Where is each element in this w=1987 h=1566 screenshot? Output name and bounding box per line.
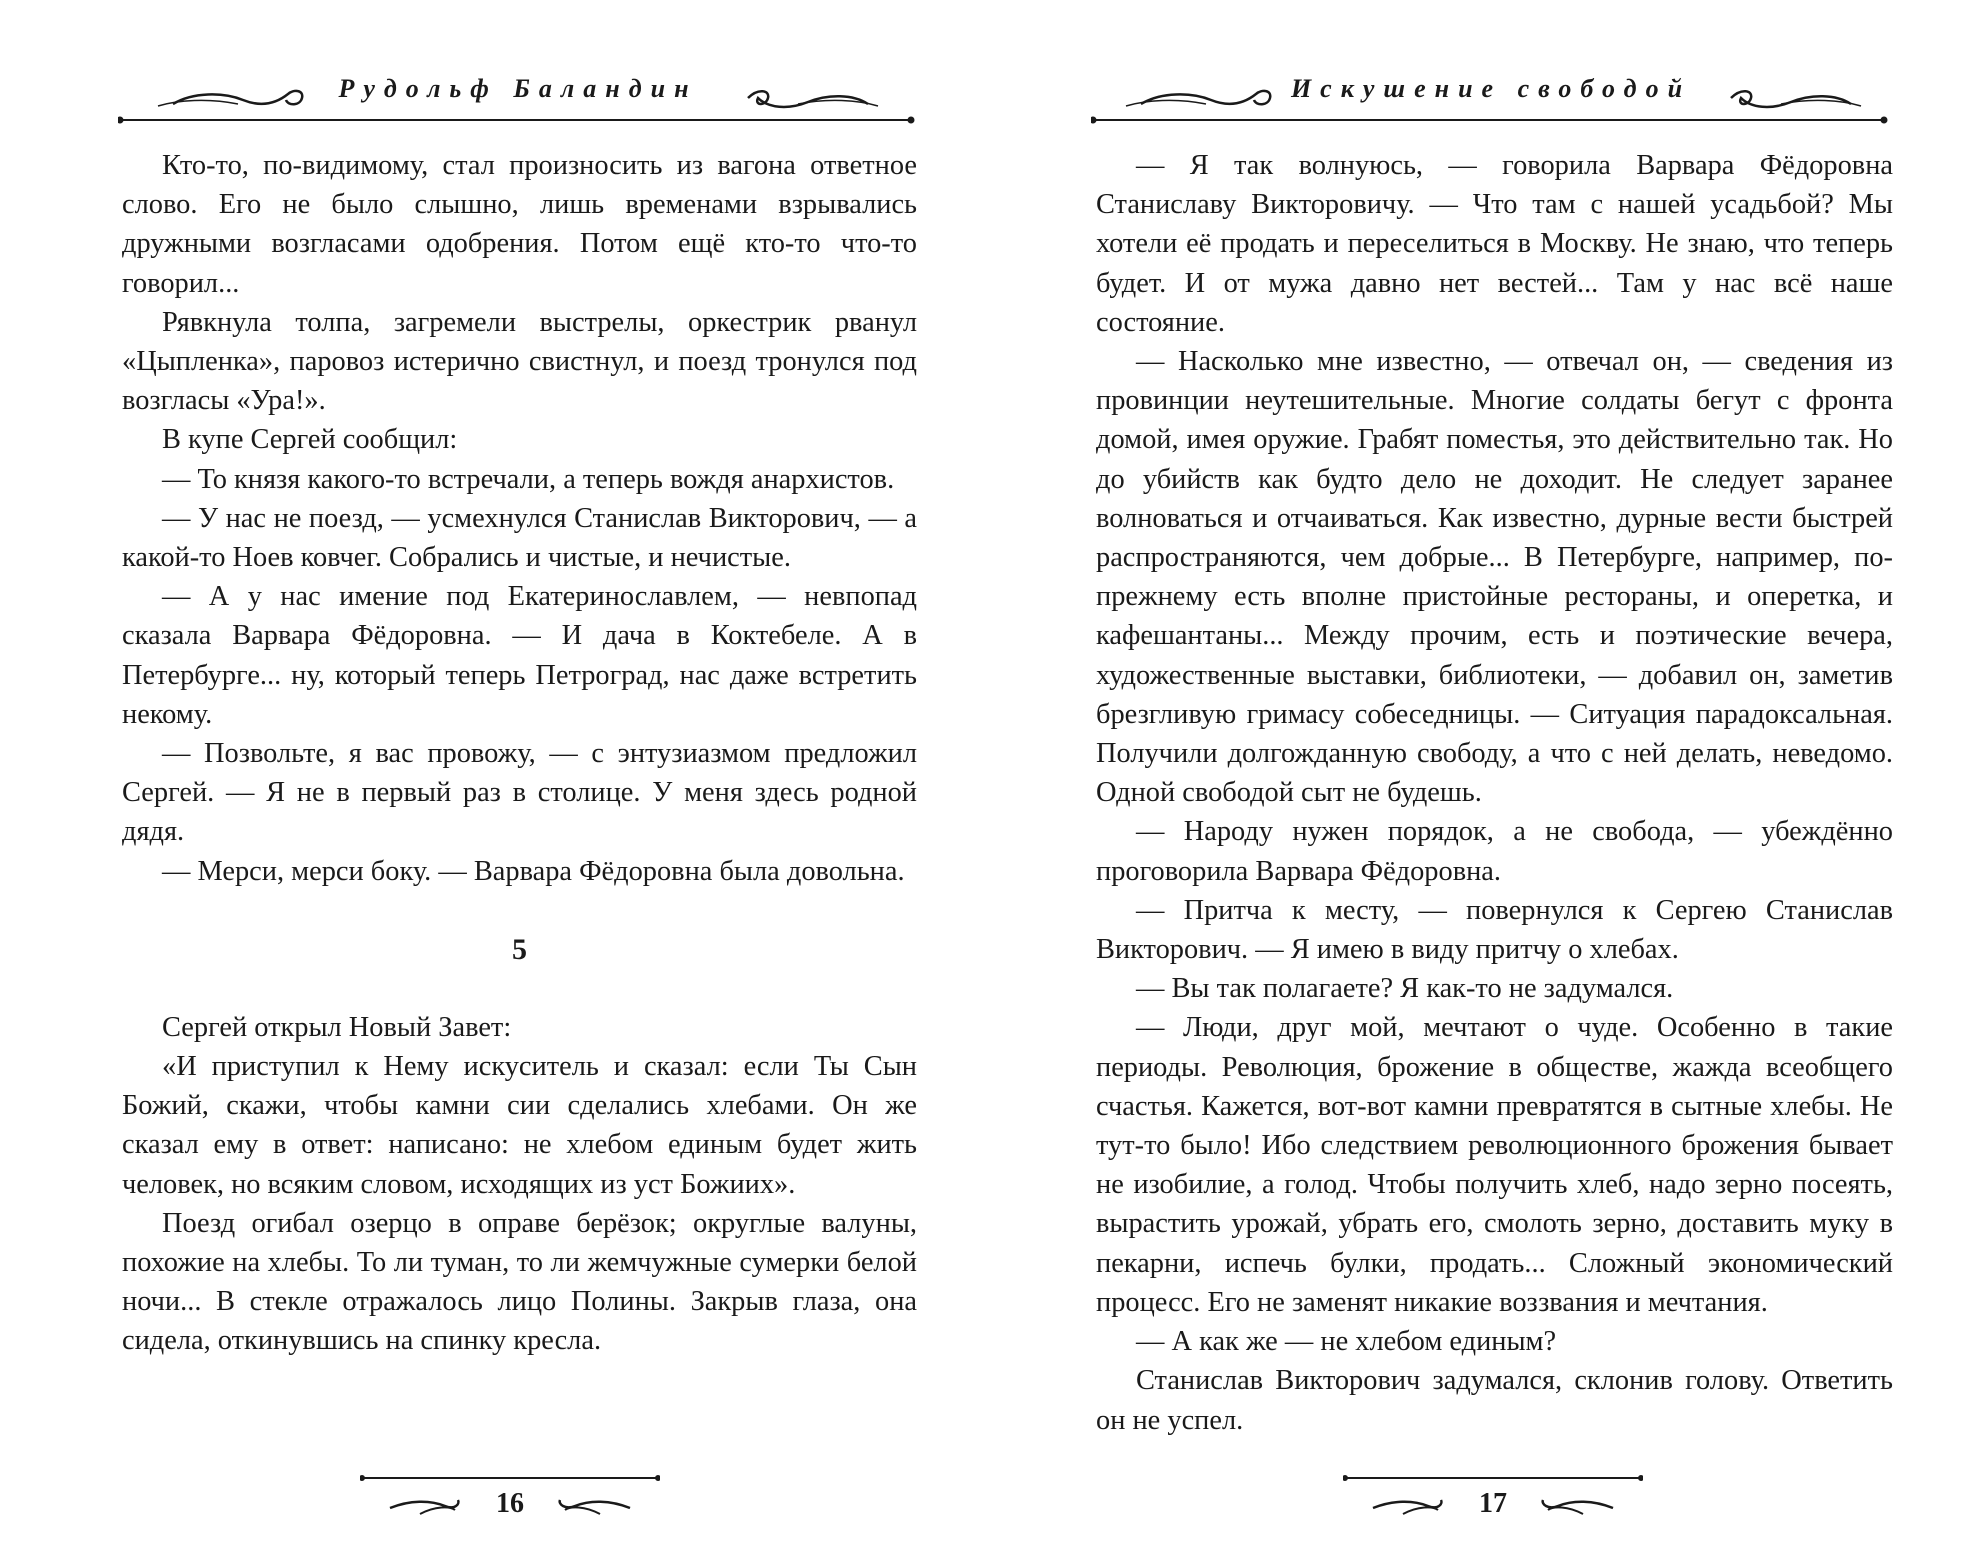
paragraph: — То князя какого-то встречали, а теперь вождя анархистов. [162, 463, 895, 495]
paragraph: — Я так волнуюсь, — говорила Варвара Фёдоровна Станиславу Викторовичу. — Что там с нашей усадьбой? Мы хотели её продать и переселиться в Москву. Не знаю, что теперь будет. И от мужа давно нет вестей... Там у нас всё наше состояние. [1096, 150, 1893, 338]
paragraph: — У нас не поезд, — усмехнулся Станислав Викторович, — а какой-то Ноев ковчег. Собрались и чистые, и нечистые. [122, 502, 917, 574]
paragraph: — Насколько мне известно, — отвечал он, — сведения из провинции неутешительные. Многие солдаты бегут с фронта домой, имея оружие. Грабят поместья, это действительно так. Но до убийств как будто дело не доходит. Не следует заранее волноваться и отчаиваться. Как известно, дурные вести быстрей распространяются, чем добрые... В Петербурге, например, по-прежнему есть вполне пристойные рестораны, и оперетка, и кафешантаны... Между прочим, есть и поэтические вечера, художественные выставки, библиотеки, — добавил он, заметив брезгливую гримасу собеседницы. — Ситуация парадоксальная. Получили долгожданную свободу, а что с ней делать, неведомо. Одной свободой сыт не будешь. [1096, 346, 1893, 809]
left-page-body [122, 146, 917, 1361]
left-page [0, 0, 993, 1566]
page-footer [360, 1470, 660, 1540]
page-number: 16 [496, 1488, 524, 1519]
paragraph: Рявкнула толпа, загремели выстрелы, оркестрик рванул «Цыпленка», паровоз истерично свистнул, и поезд тронулся под возгласы «Ура!». [122, 306, 917, 417]
paragraph: Сергей открыл Новый Завет: [162, 1011, 512, 1043]
paragraph: — Люди, друг мой, мечтают о чуде. Особенно в такие периоды. Революция, брожение в обществе, жажда всеобщего счастья. Кажется, вот-вот камни превратятся в сытные хлебы. Не тут-то было! Ибо следствием революционного брожения бывает не изобилие, а голод. Чтобы получить хлеб, надо зерно посеять, вырастить урожай, убрать его, смолоть зерно, доставить муку в пекарни, испечь булки, продать... Сложный экономический процесс. Его не заменят никакие воззвания и мечтания. [1096, 1012, 1893, 1318]
paragraph: — Мерси, мерси боку. — Варвара Фёдоровна была довольна. [162, 855, 905, 887]
paragraph: Станислав Викторович задумался, склонив голову. Ответить он не успел. [1096, 1365, 1893, 1436]
running-header [118, 62, 918, 130]
paragraph: Поезд огибал озерцо в оправе берёзок; округлые валуны, похожие на хлебы. То ли туман, то ли жемчужные сумерки белой ночи... В стекле отражалось лицо Полины. Закрыв глаза, она сидела, откинувшись на спинку кресла. [122, 1207, 917, 1357]
running-head-title: Искушение свободой [1290, 74, 1692, 103]
paragraph: — А как же — не хлебом единым? [1136, 1326, 1557, 1358]
paragraph: — Притча к месту, — повернулся к Сергею Станислав Викторович. — Я имею в виду притчу о хлебах. [1096, 894, 1893, 966]
page-number: 17 [1479, 1488, 1507, 1519]
paragraph: Кто-то, по-видимому, стал произносить из вагона ответное слово. Его не было слышно, лишь временами взрывались дружными возгласами одобрения. Потом ещё кто-то что-то говорил... [122, 150, 917, 299]
page-footer [1343, 1470, 1643, 1540]
running-header [1091, 62, 1891, 130]
paragraph: — Позвольте, я вас провожу, — с энтузиазмом предложил Сергей. — Я не в первый раз в столице. У меня здесь родной дядя. [122, 738, 917, 848]
chapter-number: 5 [512, 932, 527, 966]
paragraph: В купе Сергей сообщил: [162, 424, 458, 456]
paragraph: — А у нас имение под Екатеринославлем, — невпопад сказала Варвара Фёдоровна. — И дача в Коктебеле. А в Петербурге... ну, который теперь Петроград, нас даже встретить некому. [122, 581, 917, 730]
right-page [993, 0, 1987, 1566]
paragraph: «И приступил к Нему искуситель и сказал: если Ты Сын Божий, скажи, чтобы камни сии сделались хлебами. Он же сказал ему в ответ: написано: не хлебом единым будет жить человек, но всяким словом, исходящих из уст Божиих». [122, 1051, 917, 1200]
paragraph: — Вы так полагаете? Я как-то не задумался. [1136, 973, 1674, 1005]
running-head-author: Рудольф Баландин [338, 74, 698, 103]
right-page-body [1096, 146, 1893, 1440]
paragraph: — Народу нужен порядок, а не свобода, — убеждённо проговорила Варвара Фёдоровна. [1096, 816, 1893, 887]
